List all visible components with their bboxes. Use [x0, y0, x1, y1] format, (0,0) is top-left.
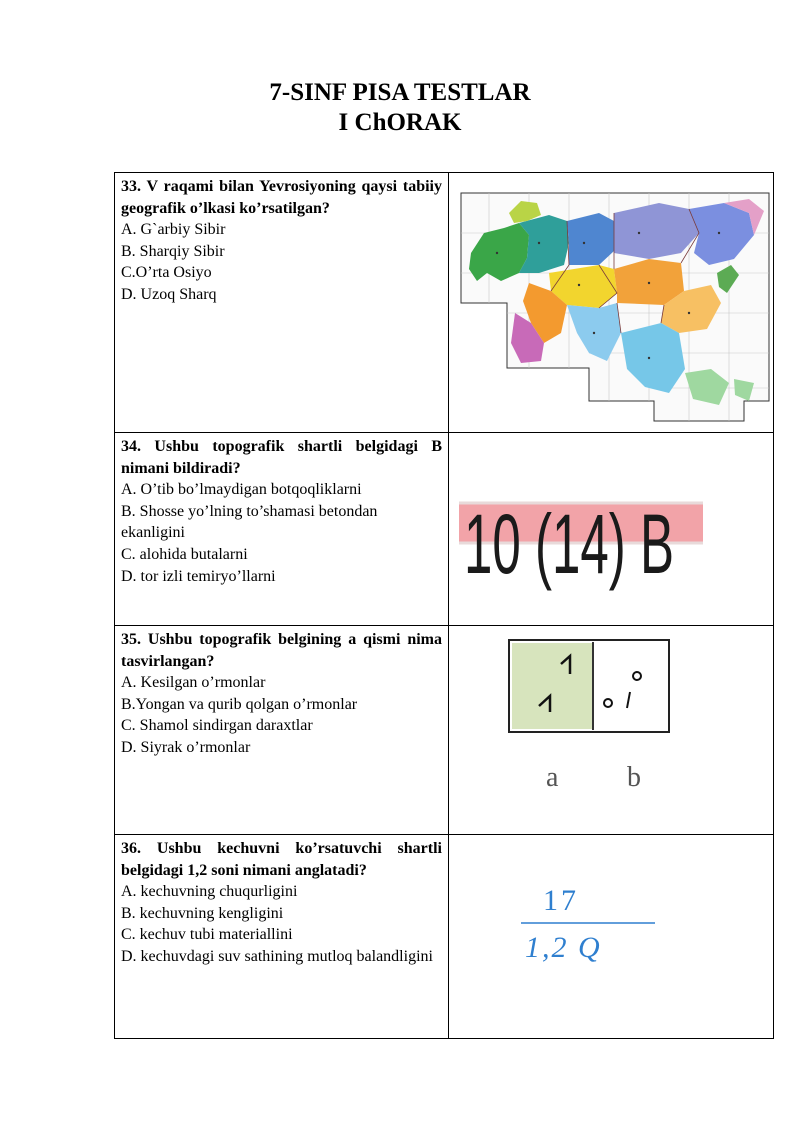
ford-symbol — [449, 835, 773, 1039]
image-cell — [449, 626, 774, 835]
road-symbol — [449, 433, 773, 625]
answer-option: A. Kesilgan o’rmonlar — [121, 674, 266, 692]
question-text: 33. V raqami bilan Yevrosiyoning qaysi tabiiy geografik o’lkasi ko’rsatilgan? — [121, 178, 442, 217]
question-row-36 — [115, 835, 774, 1039]
answer-option: D. Uzoq Sharq — [121, 285, 217, 303]
question-row-35 — [115, 626, 774, 835]
question-row-33 — [115, 173, 774, 433]
answer-option: D. kechuvdagi suv sathining mutloq balandligini — [121, 947, 433, 965]
answer-option: C. alohida butalarni — [121, 545, 248, 563]
answer-option: A. kechuvning chuqurligini — [121, 883, 298, 901]
answer-option: C. Shamol sindirgan daraxtlar — [121, 717, 313, 735]
questions-table — [114, 172, 774, 1039]
question-text: 36. Ushbu kechuvni ko’rsatuvchi shartli belgidagi 1,2 soni nimani anglatadi? — [121, 840, 442, 879]
answer-option: D. Siyrak o’rmonlar — [121, 738, 251, 756]
forest-part-a — [512, 643, 592, 729]
ford-depth-number: 17 — [543, 884, 579, 917]
question-cell — [115, 626, 449, 835]
page-title — [0, 78, 800, 138]
forest-symbol — [449, 626, 773, 834]
answer-option: B. Shosse yo’lning to’shamasi betondan ekanligini — [121, 502, 378, 542]
image-cell — [449, 173, 774, 433]
label-b: b — [627, 762, 641, 793]
eurasia-regions-map — [449, 173, 773, 431]
answer-option: C.O’rta Osiyo — [121, 264, 212, 282]
question-cell — [115, 835, 449, 1039]
answer-option: A. O’tib bo’lmaydigan botqoqliklarni — [121, 481, 362, 499]
answer-option: B.Yongan va qurib qolgan o’rmonlar — [121, 695, 358, 713]
answer-option: C. kechuv tubi materiallini — [121, 926, 293, 944]
answer-option: B. kechuvning kengligini — [121, 904, 284, 922]
answer-option: B. Sharqiy Sibir — [121, 242, 225, 260]
image-cell — [449, 433, 774, 626]
image-cell — [449, 835, 774, 1039]
label-a: a — [546, 762, 559, 793]
answer-option: A. G`arbiy Sibir — [121, 221, 226, 239]
title-line-2: I ChORAK — [338, 109, 462, 136]
question-text: 34. Ushbu topografik shartli belgidagi B nimani bildiradi? — [121, 438, 442, 477]
question-cell — [115, 173, 449, 433]
answer-option: D. tor izli temiryo’llarni — [121, 567, 276, 585]
question-row-34 — [115, 433, 774, 626]
question-text: 35. Ushbu topografik belgining a qismi nima tasvirlangan? — [121, 631, 442, 670]
title-line-1: 7-SINF PISA TESTLAR — [269, 79, 531, 106]
road-label: 10 (14) B — [464, 497, 674, 591]
ford-bottom-label: 1,2 Q — [525, 931, 602, 964]
question-cell — [115, 433, 449, 626]
